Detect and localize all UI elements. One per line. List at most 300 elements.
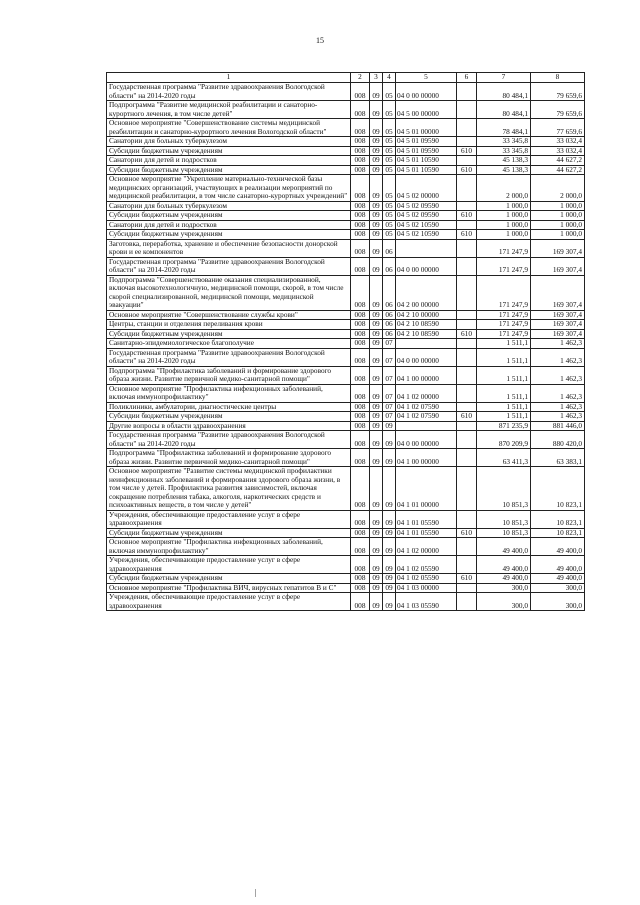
- code-section-cell: 09: [370, 310, 383, 320]
- table-row: [107, 421, 585, 431]
- amount-2020-cell: 77 659,6: [531, 119, 585, 137]
- header-cell: 2: [351, 73, 370, 83]
- amount-2019-cell: 171 247,9: [477, 320, 531, 330]
- code-admin-cell: 008: [351, 412, 370, 422]
- code-admin-cell: 008: [351, 239, 370, 257]
- amount-2019-cell: 871 235,9: [477, 421, 531, 431]
- amount-2020-cell: 49 400,0: [531, 556, 585, 574]
- row-name-cell: Государственная программа "Развитие здравоохранения Вологодской области" на 2014-2020 годы: [107, 257, 351, 275]
- code-section-cell: 09: [370, 230, 383, 240]
- code-subsection-cell: 06: [383, 329, 396, 339]
- amount-2020-cell: 1 000,0: [531, 220, 585, 230]
- code-admin-cell: 008: [351, 101, 370, 119]
- table-row: [107, 201, 585, 211]
- amount-2020-cell: 33 032,4: [531, 146, 585, 156]
- code-section-cell: 09: [370, 449, 383, 467]
- amount-2020-cell: 169 307,4: [531, 329, 585, 339]
- code-section-cell: 09: [370, 101, 383, 119]
- code-admin-cell: 008: [351, 431, 370, 449]
- code-target-cell: 04 0 00 00000: [396, 431, 457, 449]
- code-expense-type-cell: [457, 201, 477, 211]
- code-subsection-cell: 07: [383, 412, 396, 422]
- bottom-mark: |: [255, 888, 257, 897]
- code-target-cell: 04 5 02 09590: [396, 211, 457, 221]
- code-subsection-cell: 09: [383, 574, 396, 584]
- code-admin-cell: 008: [351, 528, 370, 538]
- amount-2020-cell: 79 659,6: [531, 83, 585, 101]
- amount-2019-cell: 1 000,0: [477, 201, 531, 211]
- code-target-cell: 04 2 10 08590: [396, 329, 457, 339]
- code-admin-cell: 008: [351, 556, 370, 574]
- code-section-cell: 09: [370, 320, 383, 330]
- code-subsection-cell: 05: [383, 165, 396, 175]
- code-expense-type-cell: 610: [457, 230, 477, 240]
- code-target-cell: 04 1 03 00000: [396, 583, 457, 593]
- code-admin-cell: 008: [351, 146, 370, 156]
- row-name-cell: Поликлиники, амбулатории, диагностические центры: [107, 402, 351, 412]
- code-subsection-cell: 07: [383, 348, 396, 366]
- code-admin-cell: 008: [351, 384, 370, 402]
- code-target-cell: 04 0 00 00000: [396, 348, 457, 366]
- code-expense-type-cell: [457, 310, 477, 320]
- amount-2019-cell: 45 138,3: [477, 156, 531, 166]
- code-expense-type-cell: [457, 556, 477, 574]
- row-name-cell: Учреждения, обеспечивающие предоставление услуг в сфере здравоохранения: [107, 556, 351, 574]
- table-row: [107, 220, 585, 230]
- amount-2019-cell: 10 851,3: [477, 510, 531, 528]
- row-name-cell: Субсидии бюджетным учреждениям: [107, 329, 351, 339]
- code-subsection-cell: 05: [383, 119, 396, 137]
- code-target-cell: 04 1 02 05590: [396, 556, 457, 574]
- code-expense-type-cell: 610: [457, 146, 477, 156]
- code-section-cell: 09: [370, 146, 383, 156]
- code-section-cell: 09: [370, 412, 383, 422]
- code-subsection-cell: 09: [383, 593, 396, 611]
- table-row: [107, 538, 585, 556]
- code-section-cell: 09: [370, 538, 383, 556]
- header-cell: 4: [383, 73, 396, 83]
- code-expense-type-cell: [457, 239, 477, 257]
- amount-2019-cell: 33 345,8: [477, 146, 531, 156]
- code-section-cell: 09: [370, 528, 383, 538]
- amount-2019-cell: 49 400,0: [477, 538, 531, 556]
- code-subsection-cell: 07: [383, 402, 396, 412]
- code-subsection-cell: 05: [383, 156, 396, 166]
- amount-2019-cell: 1 000,0: [477, 230, 531, 240]
- amount-2019-cell: 78 484,1: [477, 119, 531, 137]
- amount-2020-cell: 169 307,4: [531, 320, 585, 330]
- code-admin-cell: 008: [351, 211, 370, 221]
- code-section-cell: 09: [370, 556, 383, 574]
- amount-2020-cell: 1 000,0: [531, 230, 585, 240]
- code-target-cell: 04 5 00 00000: [396, 101, 457, 119]
- code-section-cell: 09: [370, 211, 383, 221]
- code-expense-type-cell: 610: [457, 165, 477, 175]
- amount-2020-cell: 10 823,1: [531, 467, 585, 511]
- code-subsection-cell: 09: [383, 556, 396, 574]
- row-name-cell: Основное мероприятие "Развитие системы медицинской профилактики неинфекционных заболеваний и формирования здорового образа жизни, в том числе у детей. Профилактика развития зависимостей, включая сокращение потребления табака, алкоголя, наркотических средств и психоактивных веществ, в том числе у детей": [107, 467, 351, 511]
- code-target-cell: 04 0 00 00000: [396, 257, 457, 275]
- code-section-cell: 09: [370, 510, 383, 528]
- code-target-cell: 04 5 02 09590: [396, 201, 457, 211]
- amount-2019-cell: 33 345,8: [477, 137, 531, 147]
- amount-2019-cell: 171 247,9: [477, 275, 531, 310]
- header-cell: 6: [457, 73, 477, 83]
- table-row: [107, 83, 585, 101]
- code-section-cell: 09: [370, 339, 383, 349]
- code-target-cell: 04 5 02 00000: [396, 175, 457, 202]
- code-admin-cell: 008: [351, 593, 370, 611]
- amount-2020-cell: 880 420,0: [531, 431, 585, 449]
- amount-2020-cell: 49 400,0: [531, 538, 585, 556]
- row-name-cell: Основное мероприятие "Совершенствование системы медицинской реабилитации и санаторно-курортного лечения Вологодской области": [107, 119, 351, 137]
- code-subsection-cell: 05: [383, 211, 396, 221]
- code-admin-cell: 008: [351, 329, 370, 339]
- code-section-cell: 09: [370, 119, 383, 137]
- row-name-cell: Основное мероприятие "Профилактика инфекционных заболеваний, включая иммунопрофилактику": [107, 538, 351, 556]
- code-target-cell: 04 2 10 08590: [396, 320, 457, 330]
- table-row: [107, 257, 585, 275]
- code-admin-cell: 008: [351, 449, 370, 467]
- amount-2019-cell: 49 400,0: [477, 574, 531, 584]
- code-admin-cell: 008: [351, 339, 370, 349]
- table-row: [107, 449, 585, 467]
- code-section-cell: 09: [370, 366, 383, 384]
- code-admin-cell: 008: [351, 310, 370, 320]
- code-subsection-cell: 07: [383, 339, 396, 349]
- table-row: [107, 384, 585, 402]
- code-expense-type-cell: [457, 275, 477, 310]
- table-row: [107, 211, 585, 221]
- page-number: 15: [316, 36, 324, 45]
- amount-2019-cell: 63 411,3: [477, 449, 531, 467]
- code-target-cell: 04 5 01 10590: [396, 165, 457, 175]
- row-name-cell: Учреждения, обеспечивающие предоставление услуг в сфере здравоохранения: [107, 510, 351, 528]
- code-expense-type-cell: [457, 156, 477, 166]
- table-row: [107, 431, 585, 449]
- amount-2019-cell: 171 247,9: [477, 257, 531, 275]
- row-name-cell: Субсидии бюджетным учреждениям: [107, 230, 351, 240]
- table-row: [107, 574, 585, 584]
- code-subsection-cell: 06: [383, 239, 396, 257]
- code-expense-type-cell: [457, 431, 477, 449]
- code-expense-type-cell: [457, 366, 477, 384]
- header-cell: 3: [370, 73, 383, 83]
- code-expense-type-cell: 610: [457, 412, 477, 422]
- amount-2020-cell: 1 462,3: [531, 339, 585, 349]
- code-admin-cell: 008: [351, 137, 370, 147]
- code-expense-type-cell: [457, 538, 477, 556]
- code-admin-cell: 008: [351, 583, 370, 593]
- table-row: [107, 101, 585, 119]
- amount-2020-cell: 63 383,1: [531, 449, 585, 467]
- code-section-cell: 09: [370, 239, 383, 257]
- amount-2020-cell: 169 307,4: [531, 275, 585, 310]
- amount-2019-cell: 1 511,1: [477, 366, 531, 384]
- table-row: [107, 146, 585, 156]
- table-row: [107, 137, 585, 147]
- code-section-cell: 09: [370, 421, 383, 431]
- header-cell: 8: [531, 73, 585, 83]
- code-target-cell: 04 1 01 05590: [396, 528, 457, 538]
- amount-2019-cell: 1 000,0: [477, 211, 531, 221]
- code-subsection-cell: 09: [383, 449, 396, 467]
- code-subsection-cell: 06: [383, 310, 396, 320]
- amount-2020-cell: 44 627,2: [531, 156, 585, 166]
- code-target-cell: 04 1 01 05590: [396, 510, 457, 528]
- code-subsection-cell: 06: [383, 320, 396, 330]
- code-expense-type-cell: 610: [457, 329, 477, 339]
- table-row: [107, 310, 585, 320]
- code-admin-cell: 008: [351, 366, 370, 384]
- code-subsection-cell: 05: [383, 137, 396, 147]
- table-row: [107, 119, 585, 137]
- table-row: [107, 339, 585, 349]
- row-name-cell: Санитарно-эпидемиологическое благополучие: [107, 339, 351, 349]
- table-row: [107, 366, 585, 384]
- amount-2019-cell: 1 511,1: [477, 402, 531, 412]
- code-expense-type-cell: [457, 402, 477, 412]
- code-subsection-cell: 05: [383, 101, 396, 119]
- row-name-cell: Субсидии бюджетным учреждениям: [107, 528, 351, 538]
- code-section-cell: 09: [370, 220, 383, 230]
- amount-2020-cell: 1 462,3: [531, 412, 585, 422]
- code-expense-type-cell: [457, 348, 477, 366]
- table-header-row: [107, 73, 585, 83]
- row-name-cell: Подпрограмма "Профилактика заболеваний и формирование здорового образа жизни. Развитие первичной медико-санитарной помощи": [107, 449, 351, 467]
- code-admin-cell: 008: [351, 83, 370, 101]
- code-section-cell: 09: [370, 165, 383, 175]
- code-admin-cell: 008: [351, 574, 370, 584]
- amount-2019-cell: 45 138,3: [477, 165, 531, 175]
- table-row: [107, 165, 585, 175]
- code-target-cell: [396, 239, 457, 257]
- table-row: [107, 528, 585, 538]
- amount-2019-cell: 80 484,1: [477, 83, 531, 101]
- code-subsection-cell: 05: [383, 146, 396, 156]
- row-name-cell: Основное мероприятие "Профилактика инфекционных заболеваний, включая иммунопрофилактику": [107, 384, 351, 402]
- code-expense-type-cell: [457, 339, 477, 349]
- row-name-cell: Санатории для больных туберкулезом: [107, 201, 351, 211]
- code-admin-cell: 008: [351, 538, 370, 556]
- code-expense-type-cell: [457, 384, 477, 402]
- row-name-cell: Основное мероприятие "Профилактика ВИЧ, вирусных гепатитов В и С": [107, 583, 351, 593]
- amount-2020-cell: 1 462,3: [531, 402, 585, 412]
- code-expense-type-cell: [457, 175, 477, 202]
- code-target-cell: 04 0 00 00000: [396, 83, 457, 101]
- code-expense-type-cell: [457, 137, 477, 147]
- code-section-cell: 09: [370, 348, 383, 366]
- code-target-cell: 04 1 02 07590: [396, 412, 457, 422]
- row-name-cell: Центры, станции и отделения переливания крови: [107, 320, 351, 330]
- code-admin-cell: 008: [351, 257, 370, 275]
- code-target-cell: 04 2 10 00000: [396, 310, 457, 320]
- table-row: [107, 320, 585, 330]
- amount-2020-cell: 1 462,3: [531, 348, 585, 366]
- code-subsection-cell: 09: [383, 467, 396, 511]
- code-admin-cell: 008: [351, 156, 370, 166]
- code-expense-type-cell: [457, 510, 477, 528]
- amount-2019-cell: 171 247,9: [477, 239, 531, 257]
- code-subsection-cell: 05: [383, 230, 396, 240]
- amount-2019-cell: 10 851,3: [477, 467, 531, 511]
- row-name-cell: Другие вопросы в области здравоохранения: [107, 421, 351, 431]
- table-row: [107, 329, 585, 339]
- table-row: [107, 275, 585, 310]
- code-admin-cell: 008: [351, 275, 370, 310]
- amount-2019-cell: 870 209,9: [477, 431, 531, 449]
- amount-2020-cell: 44 627,2: [531, 165, 585, 175]
- code-expense-type-cell: [457, 320, 477, 330]
- code-section-cell: 09: [370, 137, 383, 147]
- amount-2019-cell: 80 484,1: [477, 101, 531, 119]
- code-subsection-cell: 07: [383, 366, 396, 384]
- code-subsection-cell: 05: [383, 201, 396, 211]
- amount-2020-cell: 49 400,0: [531, 574, 585, 584]
- code-admin-cell: 008: [351, 230, 370, 240]
- code-target-cell: 04 1 02 00000: [396, 538, 457, 556]
- amount-2020-cell: 1 000,0: [531, 201, 585, 211]
- code-expense-type-cell: [457, 467, 477, 511]
- code-subsection-cell: 07: [383, 384, 396, 402]
- row-name-cell: Субсидии бюджетным учреждениям: [107, 165, 351, 175]
- amount-2019-cell: 171 247,9: [477, 310, 531, 320]
- code-target-cell: 04 5 01 00000: [396, 119, 457, 137]
- amount-2020-cell: 1 000,0: [531, 211, 585, 221]
- code-section-cell: 09: [370, 83, 383, 101]
- row-name-cell: Подпрограмма "Совершенствование оказания специализированной, включая высокотехнологичную, медицинской помощи, скорой, в том числе скорой специализированной, медицинской помощи, медицинской эвакуации": [107, 275, 351, 310]
- table-row: [107, 556, 585, 574]
- code-admin-cell: 008: [351, 510, 370, 528]
- code-admin-cell: 008: [351, 320, 370, 330]
- code-target-cell: 04 1 02 05590: [396, 574, 457, 584]
- code-target-cell: [396, 421, 457, 431]
- amount-2019-cell: 1 511,1: [477, 412, 531, 422]
- code-expense-type-cell: [457, 83, 477, 101]
- code-target-cell: 04 1 01 00000: [396, 467, 457, 511]
- code-target-cell: 04 2 00 00000: [396, 275, 457, 310]
- code-expense-type-cell: [457, 421, 477, 431]
- amount-2020-cell: 300,0: [531, 593, 585, 611]
- code-section-cell: 09: [370, 583, 383, 593]
- header-cell: 7: [477, 73, 531, 83]
- amount-2020-cell: 10 823,1: [531, 528, 585, 538]
- amount-2020-cell: 169 307,4: [531, 310, 585, 320]
- row-name-cell: Основное мероприятие "Укрепление материально-технической базы медицинских организаций, участвующих в реализации мероприятий по медицинской реабилитации, в том числе санаторно-курортных учреждений": [107, 175, 351, 202]
- row-name-cell: Субсидии бюджетным учреждениям: [107, 146, 351, 156]
- amount-2019-cell: 1 511,1: [477, 384, 531, 402]
- amount-2019-cell: 300,0: [477, 593, 531, 611]
- code-target-cell: 04 5 02 10590: [396, 220, 457, 230]
- amount-2020-cell: 300,0: [531, 583, 585, 593]
- code-expense-type-cell: [457, 220, 477, 230]
- code-expense-type-cell: 610: [457, 574, 477, 584]
- code-target-cell: 04 5 01 09590: [396, 146, 457, 156]
- code-admin-cell: 008: [351, 467, 370, 511]
- code-subsection-cell: 06: [383, 257, 396, 275]
- row-name-cell: Основное мероприятие "Совершенствование службы крови": [107, 310, 351, 320]
- code-admin-cell: 008: [351, 119, 370, 137]
- code-expense-type-cell: 610: [457, 528, 477, 538]
- code-expense-type-cell: [457, 101, 477, 119]
- code-admin-cell: 008: [351, 165, 370, 175]
- code-expense-type-cell: [457, 449, 477, 467]
- code-expense-type-cell: 610: [457, 211, 477, 221]
- code-section-cell: 09: [370, 402, 383, 412]
- row-name-cell: Санатории для детей и подростков: [107, 220, 351, 230]
- row-name-cell: Санатории для больных туберкулезом: [107, 137, 351, 147]
- row-name-cell: Санатории для детей и подростков: [107, 156, 351, 166]
- amount-2019-cell: 171 247,9: [477, 329, 531, 339]
- code-target-cell: [396, 339, 457, 349]
- code-admin-cell: 008: [351, 201, 370, 211]
- code-section-cell: 09: [370, 329, 383, 339]
- amount-2019-cell: 300,0: [477, 583, 531, 593]
- code-section-cell: 09: [370, 201, 383, 211]
- code-expense-type-cell: [457, 257, 477, 275]
- amount-2019-cell: 10 851,3: [477, 528, 531, 538]
- code-target-cell: 04 1 02 00000: [396, 384, 457, 402]
- amount-2020-cell: 881 446,0: [531, 421, 585, 431]
- amount-2020-cell: 169 307,4: [531, 239, 585, 257]
- amount-2019-cell: 2 000,0: [477, 175, 531, 202]
- amount-2019-cell: 1 511,1: [477, 339, 531, 349]
- amount-2020-cell: 10 823,1: [531, 510, 585, 528]
- row-name-cell: Подпрограмма "Развитие медицинской реабилитации и санаторно-курортного лечения, в том числе детей": [107, 101, 351, 119]
- code-section-cell: 09: [370, 574, 383, 584]
- amount-2020-cell: 2 000,0: [531, 175, 585, 202]
- row-name-cell: Подпрограмма "Профилактика заболеваний и формирование здорового образа жизни. Развитие первичной медико-санитарной помощи": [107, 366, 351, 384]
- code-admin-cell: 008: [351, 402, 370, 412]
- table-row: [107, 593, 585, 611]
- row-name-cell: Государственная программа "Развитие здравоохранения Вологодской области" на 2014-2020 годы: [107, 431, 351, 449]
- code-target-cell: 04 1 02 07590: [396, 402, 457, 412]
- table-row: [107, 412, 585, 422]
- code-subsection-cell: 09: [383, 538, 396, 556]
- code-target-cell: 04 1 00 00000: [396, 449, 457, 467]
- table-row: [107, 510, 585, 528]
- code-target-cell: 04 5 01 10590: [396, 156, 457, 166]
- code-subsection-cell: 09: [383, 421, 396, 431]
- table-row: [107, 156, 585, 166]
- table-row: [107, 230, 585, 240]
- table-row: [107, 348, 585, 366]
- code-admin-cell: 008: [351, 175, 370, 202]
- code-subsection-cell: 06: [383, 275, 396, 310]
- row-name-cell: Заготовка, переработка, хранение и обеспечение безопасности донорской крови и ее компонентов: [107, 239, 351, 257]
- row-name-cell: Государственная программа "Развитие здравоохранения Вологодской области" на 2014-2020 годы: [107, 83, 351, 101]
- code-section-cell: 09: [370, 467, 383, 511]
- amount-2020-cell: 1 462,3: [531, 366, 585, 384]
- amount-2020-cell: 79 659,6: [531, 101, 585, 119]
- code-admin-cell: 008: [351, 220, 370, 230]
- header-cell: 5: [396, 73, 457, 83]
- row-name-cell: Государственная программа "Развитие здравоохранения Вологодской области" на 2014-2020 годы: [107, 348, 351, 366]
- table-row: [107, 583, 585, 593]
- code-section-cell: 09: [370, 175, 383, 202]
- header-cell: 1: [107, 73, 351, 83]
- code-expense-type-cell: [457, 119, 477, 137]
- amount-2020-cell: 1 462,3: [531, 384, 585, 402]
- amount-2019-cell: 1 000,0: [477, 220, 531, 230]
- code-target-cell: 04 1 00 00000: [396, 366, 457, 384]
- table-row: [107, 175, 585, 202]
- table-row: [107, 402, 585, 412]
- code-target-cell: 04 5 01 09590: [396, 137, 457, 147]
- row-name-cell: Субсидии бюджетным учреждениям: [107, 574, 351, 584]
- row-name-cell: Учреждения, обеспечивающие предоставление услуг в сфере здравоохранения: [107, 593, 351, 611]
- code-section-cell: 09: [370, 431, 383, 449]
